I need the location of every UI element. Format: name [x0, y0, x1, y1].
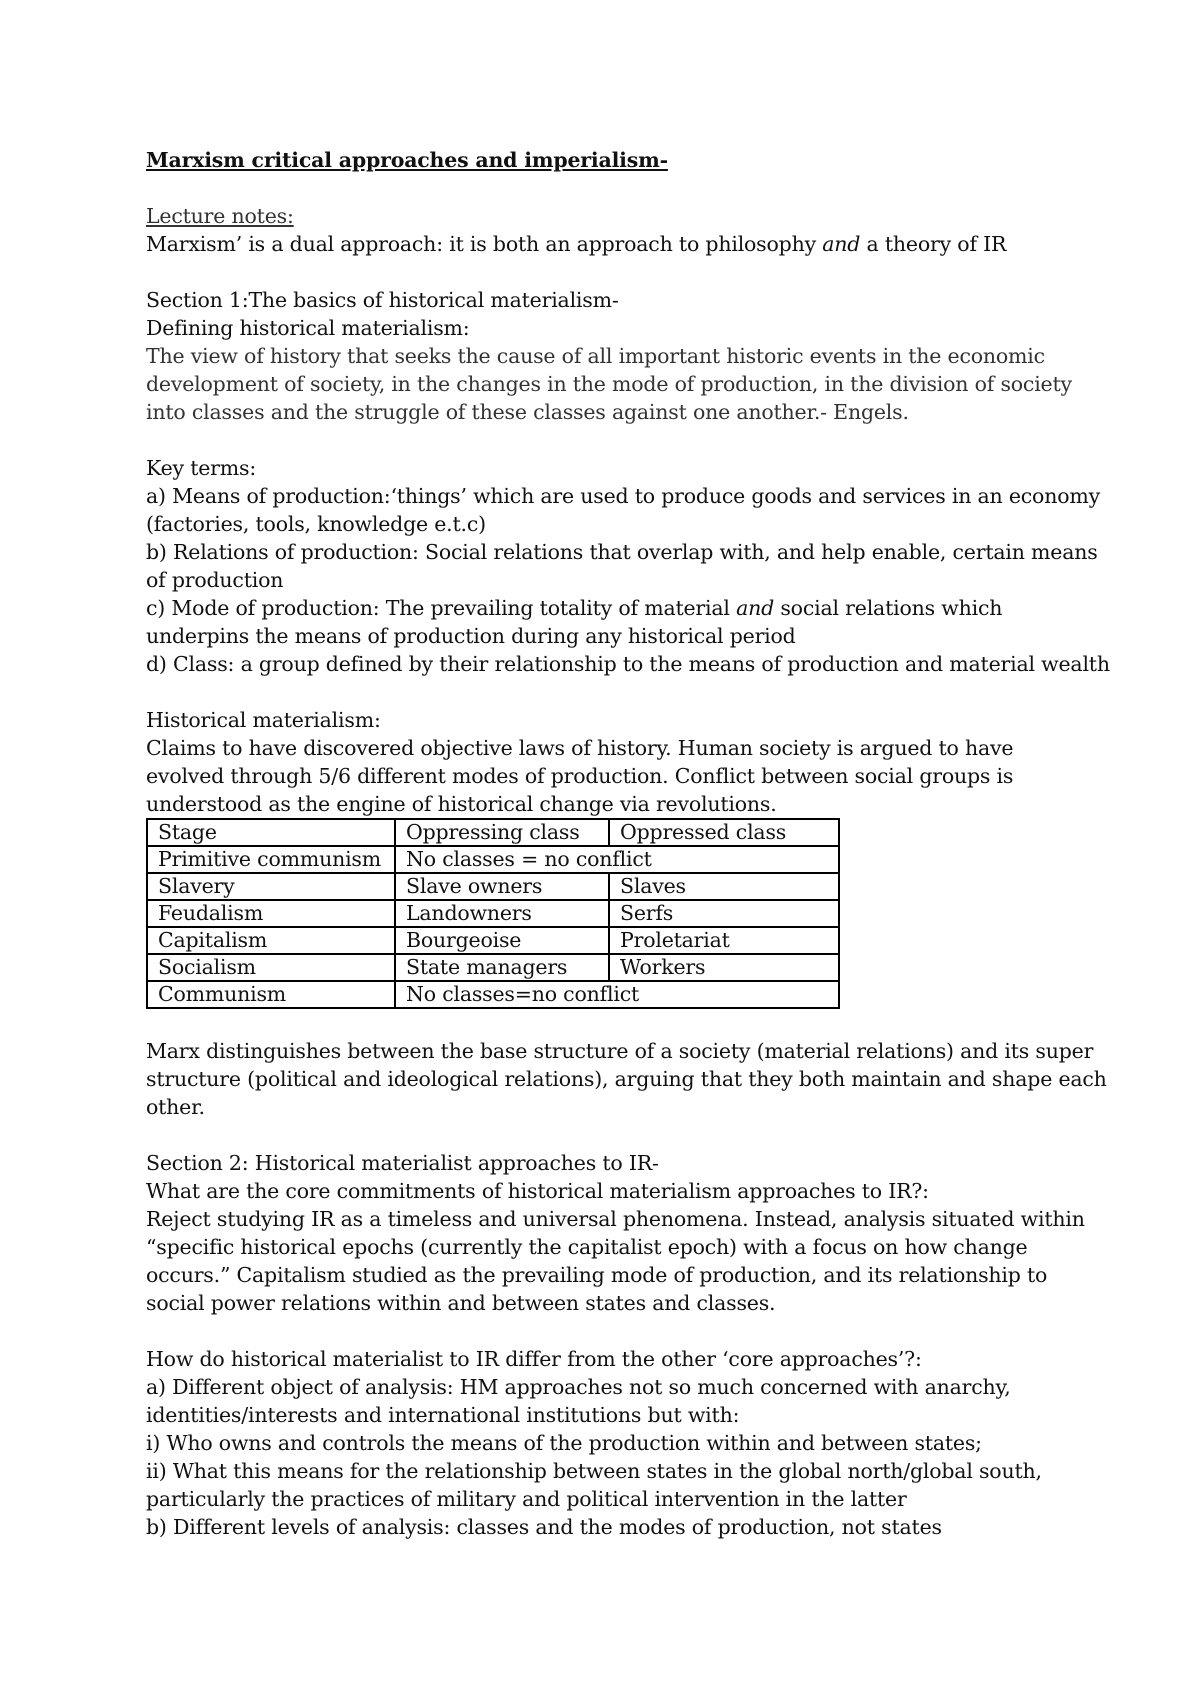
differ-line: identities/interests and international institutions but with:	[146, 1403, 740, 1427]
stage-cell: Communism	[147, 981, 395, 1008]
differ-question: How do historical materialist to IR differ from the other ‘core approaches’?:	[146, 1347, 922, 1371]
key-term-c-cont: underpins the means of production during any historical period	[146, 624, 796, 648]
oppressing-cell: Landowners	[395, 900, 609, 927]
key-term-b: b) Relations of production: Social relations that overlap with, and help enable, certain means	[146, 540, 1098, 564]
definition-line: development of society, in the changes in the mode of production, in the division of society	[146, 372, 1072, 396]
hm-line: evolved through 5/6 different modes of production. Conflict between social groups is	[146, 764, 1014, 788]
table-row	[147, 927, 839, 954]
definition-line: into classes and the struggle of these classes against one another.- Engels.	[146, 400, 909, 424]
differ-line: b) Different levels of analysis: classes and the modes of production, not states	[146, 1515, 942, 1539]
intro-emphasis: and	[822, 232, 861, 256]
oppressing-cell: State managers	[395, 954, 609, 981]
core-line: occurs.” Capitalism studied as the prevailing mode of production, and its relationship to	[146, 1263, 1048, 1287]
table-header-row	[147, 819, 839, 846]
key-term-c-before: c) Mode of production: The prevailing totality of material	[146, 596, 737, 620]
intro-line	[146, 230, 1096, 258]
definition-line: The view of history that seeks the cause of all important historic events in the economic	[146, 344, 1045, 368]
table-row	[147, 981, 839, 1008]
merged-cell: No classes = no conflict	[395, 846, 839, 873]
intro-after: a theory of IR	[860, 232, 1007, 256]
oppressed-cell: Proletariat	[609, 927, 839, 954]
core-line: “specific historical epochs (currently the capitalist epoch) with a focus on how change	[146, 1235, 1028, 1259]
key-term-c-after: social relations which	[774, 596, 1003, 620]
base-structure-line: structure (political and ideological relations), arguing that they both maintain and shape each	[146, 1067, 1107, 1091]
table-header-cell: Oppressing class	[395, 819, 609, 846]
intro-before: Marxism’ is a dual approach: it is both an approach to philosophy	[146, 232, 823, 256]
hm-line: understood as the engine of historical change via revolutions.	[146, 792, 777, 816]
table-row	[147, 846, 839, 873]
key-term-b-cont: of production	[146, 568, 284, 592]
stage-cell: Slavery	[147, 873, 395, 900]
core-commitments-question: What are the core commitments of historical materialism approaches to IR?:	[146, 1179, 929, 1203]
merged-cell: No classes=no conflict	[395, 981, 839, 1008]
document-title: Marxism critical approaches and imperialism-	[146, 148, 668, 172]
table-header-cell: Stage	[147, 819, 395, 846]
oppressing-cell: Slave owners	[395, 873, 609, 900]
table-row	[147, 954, 839, 981]
table-header-cell: Oppressed class	[609, 819, 839, 846]
key-term-d: d) Class: a group defined by their relationship to the means of production and material wealth	[146, 652, 1110, 676]
oppressing-cell: Bourgeoise	[395, 927, 609, 954]
table-row	[147, 900, 839, 927]
definition-heading: Defining historical materialism:	[146, 316, 470, 340]
key-terms-heading: Key terms:	[146, 456, 257, 480]
key-term-a: a) Means of production:‘things’ which are used to produce goods and services in an economy	[146, 484, 1100, 508]
modes-of-production-table	[146, 818, 840, 1009]
base-structure-line: Marx distinguishes between the base structure of a society (material relations) and its super	[146, 1039, 1094, 1063]
key-term-c-emphasis: and	[736, 596, 775, 620]
document-body	[146, 146, 1110, 1541]
stage-cell: Socialism	[147, 954, 395, 981]
differ-line: particularly the practices of military and political intervention in the latter	[146, 1487, 907, 1511]
stage-cell: Capitalism	[147, 927, 395, 954]
differ-line: a) Different object of analysis: HM approaches not so much concerned with anarchy,	[146, 1375, 1011, 1399]
differ-line: ii) What this means for the relationship between states in the global north/global south,	[146, 1459, 1042, 1483]
stage-cell: Primitive communism	[147, 846, 395, 873]
oppressed-cell: Serfs	[609, 900, 839, 927]
base-structure-line: other.	[146, 1095, 205, 1119]
historical-materialism-heading: Historical materialism:	[146, 708, 381, 732]
section1-heading: Section 1:The basics of historical materialism-	[146, 288, 619, 312]
oppressed-cell: Workers	[609, 954, 839, 981]
section2-heading: Section 2: Historical materialist approaches to IR-	[146, 1151, 659, 1175]
key-term-a-cont: (factories, tools, knowledge e.t.c)	[146, 512, 486, 536]
core-line: Reject studying IR as a timeless and universal phenomena. Instead, analysis situated within	[146, 1207, 1085, 1231]
differ-line: i) Who owns and controls the means of the production within and between states;	[146, 1431, 982, 1455]
stage-cell: Feudalism	[147, 900, 395, 927]
oppressed-cell: Slaves	[609, 873, 839, 900]
lecture-notes-label: Lecture notes:	[146, 204, 294, 228]
core-line: social power relations within and between states and classes.	[146, 1291, 776, 1315]
hm-line: Claims to have discovered objective laws of history. Human society is argued to have	[146, 736, 1014, 760]
key-term-c	[146, 594, 1096, 622]
table-row	[147, 873, 839, 900]
